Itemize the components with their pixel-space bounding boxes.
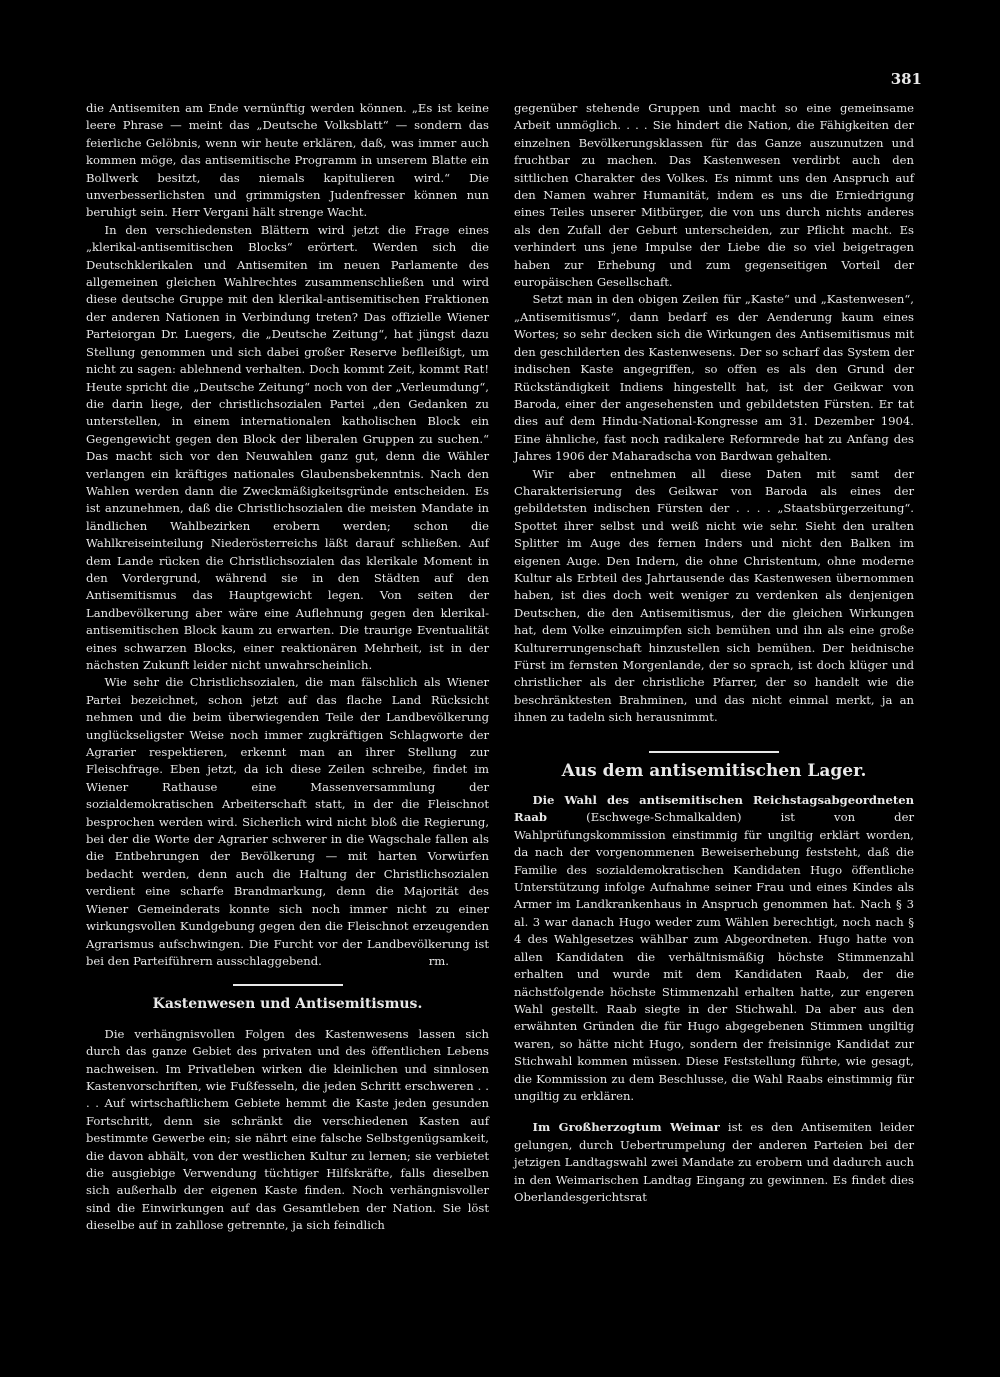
paragraph-text: Wie sehr die Christlichsozialen, die man fälschlich als Wiener Partei bezeichnet, schon jetzt auf das flache Land Rücksicht nehmen und die beim überwiegenden Teile der Landbevölkerung unglückseligster Weise noch immer zugkräftigen Schlagworte der Agrarier respektieren, erkennt man an ihrer Stellung zur Fleischfrage. Eben jetzt, da ich diese Zeilen schreibe, findet im Wiener Rathause eine Massenversammlung der sozialdemokratischen Arbeiterschaft statt, in der die Fleischnot besprochen werden wird. Sicherlich wird nicht bloß die Regierung, bei der die Worte der Agrarier schwerer in die Wagschale fallen als die Entbehrungen der Bevölkerung — mit harten Vorwürfen bedacht werden, denn auch die Haltung der Christlichsozialen verdient eine scharfe Brandmarkung, denn die Majorität des Wiener Gemeinderats konnte sich noch immer nicht zu einer wirkungsvollen Kundgebung gegen den die Fleischnot erzeugenden Agrarismus aufschwingen. Die Furcht vor der Landbevölkerung ist bei den Parteiführern ausschlaggebend. [86,675,489,968]
paragraph-text: ist es den Antisemiten leider gelungen, durch Uebertrumpelung der anderen Parteien bei der jetzigen Landtagswahl zwei Mandate zu erobern und dadurch auch in den Weimarischen Landtag Eingang zu gewinnen. Es findet dies Oberlandesgerichtsrat [514,1120,914,1204]
section-divider [233,984,343,986]
article-paragraph: Setzt man in den obigen Zeilen für „Kaste“ und „Kastenwesen“, „Antisemitismus“, dann bedarf es der Aenderung kaum eines Wortes; so sehr decken sich die Wirkungen des Antisemitismus mit den geschilderten des Kastenwesens. Der so scharf das System der indischen Kaste angegriffen, so offen es als den Grund der Rückständigkeit Indiens hingestellt hat, ist der Geikwar von Baroda, einer der angesehensten und gebildetsten Fürsten. Er tat dies auf dem Hindu-National-Kongresse am 31. Dezember 1904. Eine ähnliche, fast noch radikalere Reformrede hat zu Anfang des Jahres 1906 der Maharadscha von Bardwan gehalten. [514,292,914,464]
right-column [514,100,914,1206]
author-signature: rm. [428,953,449,968]
article-paragraph: gegenüber stehende Gruppen und macht so eine gemeinsame Arbeit unmöglich. . . . Sie hindert die Nation, die Fähigkeiten der einzelnen Bevölkerungsklassen für das Ganze auszunutzen und fruchtbar zu machen. Das Kastenwesen verdirbt auch den sittlichen Charakter des Volkes. Es nimmt uns den Anspruch auf den Namen wahrer Humanität, indem es uns die Erniedrigung eines Teiles unserer Mitbürger, die von uns durch nichts anderes als den Zufall der Geburt unterscheiden, zur Pflicht macht. Es verhindert uns jene Impulse der Liebe die so viel beigetragen haben zur Erhebung und zum gegenseitigen Vorteil der europäischen Gesellschaft. [514,101,914,290]
article-paragraph: Die verhängnisvollen Folgen des Kastenwesens lassen sich durch das ganze Gebiet des privaten und des öffentlichen Lebens nachweisen. Im Privatleben wirken die kleinlichen und sinnlosen Kastenvorschriften, wie Fußfesseln, die jeden Schritt erschweren . . . . Auf wirtschaftlichem Gebiete hemmt die Kaste jeden gesunden Fortschritt, denn sie schränkt die verschiedenen Kasten auf bestimmte Gewerbe ein; sie nährt eine falsche Selbstgenügsamkeit, die davon abhält, von der westlichen Kultur zu lernen; sie verbietet die ausgiebige Verwendung tüchtiger Hilfskräfte, falls dieselben sich außerhalb der eigenen Kaste finden. Noch verhängnisvoller sind die Einwirkungen auf das Gesamtleben der Nation. Sie löst dieselbe auf in zahllose getrennte, ja sich feindlich [86,1026,489,1233]
article-paragraph [514,792,914,1105]
article-paragraph: Wir aber entnehmen all diese Daten mit samt der Charakterisierung des Geikwar von Baroda als eines der gebildetsten indischen Fürsten der . . . . „Staatsbürgerzeitung“. Spottet ihrer selbst und weiß nicht wie sehr. Sieht den uralten Splitter im Auge des fernen Inders und nicht den Balken im eigenen Auge. Den Indern, die ohne Christentum, ohne moderne Kultur als Erbteil des Jahrtausende das Kastenwesen übernommen haben, ist dies doch weit weniger zu verdenken als denjenigen Deutschen, die den Antisemitismus, der die gleichen Wirkungen hat, dem Volke einzuimpfen sich bemühen und ihn als eine große Kulturerrungenschaft hinzustellen sich bemühen. Der heidnische Fürst im fernsten Morgenlande, der so sprach, ist doch klüger und christlicher als der christliche Pfarrer, der so handelt wie die beschränktesten Brahminen, und das nicht einmal merkt, ja an ihnen zu tadeln sich herausnimmt. [514,466,914,725]
section-heading: Aus dem antisemitischen Lager. [561,760,867,781]
paragraph-gap [514,1105,914,1119]
paragraph-lead: Die Wahl des antisemitischen Reichstagsabgeordneten Raab [514,793,914,825]
section-heading: Kastenwesen und Antisemitismus. [152,996,423,1013]
article-paragraph [86,674,489,970]
page-number: 381 [890,70,922,88]
article-paragraph: In den verschiedensten Blättern wird jetzt die Frage eines „klerikal-antisemitischen Blocks“ erörtert. Werden sich die Deutschklerikalen und Antisemiten im neuen Parlamente des allgemeinen gleichen Wahlrechtes zusammenschließen und wird diese deutsche Gruppe mit den klerikal-antisemitischen Fraktionen der anderen Nationen in Verbindung treten? Das offizielle Wiener Parteiorgan Dr. Luegers, die „Deutsche Zeitung“, hat jüngst dazu Stellung genommen und sich dabei großer Reserve beflleißigt, um nicht zu sagen: ablehnend verhalten. Doch kommt Zeit, kommt Rat! Heute spricht die „Deutsche Zeitung“ noch von der „Verleumdung“, die darin liege, der christlichsozialen Partei „den Gedanken zu unterstellen, in einem internationalen katholischen Block ein Gegengewicht gegen den Block der liberalen Gruppen zu suchen.“ Das macht sich vor den Neuwahlen ganz gut, denn die Wähler verlangen ein kräftiges nationales Glaubensbekenntnis. Nach den Wahlen werden dann die Zweckmäßigkeitsgründe entscheiden. Es ist anzunehmen, daß die Christlichsozialen die meisten Mandate in ländlichen Wahlbezirken erobern werden; schon die Wahlkreiseinteilung Niederösterreichs läßt darauf schließen. Auf dem Lande rücken die Christlichsozialen das klerikale Moment in den Vordergrund, während sie in den Städten auf den Antisemitismus das Hauptgewicht legen. Von seiten der Landbevölkerung aber wäre eine Auflehnung gegen den klerikal-antisemitischen Block kaum zu erwarten. Die traurige Eventualität eines schwarzen Blocks, einer reaktionären Mehrheit, ist in der nächsten Zukunft leider nicht unwahrscheinlich. [86,222,489,672]
paragraph-lead: Im Großherzogtum Weimar [532,1120,720,1135]
paragraph-text: (Eschwege-Schmalkalden) ist von der Wahlprüfungskommission einstimmig für ungiltig erklärt worden, da nach der vorgenommenen Beweiserhebung feststeht, daß die Familie des sozialdemokratischen Kandidaten Hugo öffentliche Unterstützung infolge Aufnahme seiner Frau und eines Kindes als Armer im Landkrankenhaus in Anspruch genommen hat. Nach § 3 al. 3 war danach Hugo weder zum Wählen berechtigt, noch nach § 4 des Wahlgesetzes wählbar zum Abgeordneten. Hugo hatte von allen Kandidaten die verhältnismäßig höchste Stimmenzahl erhalten und wurde mit dem Kandidaten Raab, der die nächstfolgende höchste Stimmenzahl erhalten hatte, zur engeren Wahl gestellt. Raab siegte in der Stichwahl. Da aber aus den erwähnten Gründen die für Hugo abgegebenen Stimmen ungiltig waren, so hätte nicht Hugo, sondern der freisinnige Kandidat zur Stichwahl kommen müssen. Diese Feststellung führte, wie gesagt, die Kommission zu dem Beschlusse, die Wahl Raabs einstimmig für ungiltig zu erklären. [514,810,914,1103]
article-paragraph: die Antisemiten am Ende vernünftig werden können. „Es ist keine leere Phrase — meint das „Deutsche Volksblatt“ — sondern das feierliche Gelöbnis, wenn wir heute erklären, daß, was immer auch kommen möge, das antisemitische Programm in unserem Blatte ein Bollwerk besitzt, das niemals kapitulieren wird.“ Die unverbesserlichsten und grimmigsten Judenfresser können nun beruhigt sein. Herr Vergani hält strenge Wacht. [86,101,489,220]
section-divider [649,751,779,753]
left-column [86,100,489,1235]
article-paragraph [514,1119,914,1206]
